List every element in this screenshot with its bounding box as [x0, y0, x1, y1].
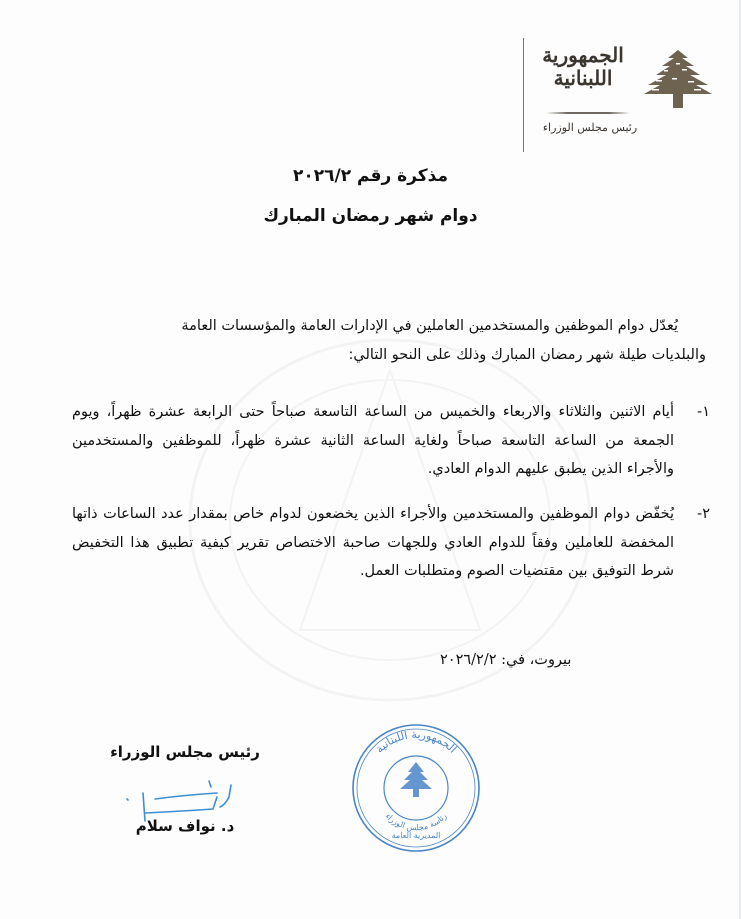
item-text: أيام الاثنين والثلاثاء والاربعاء والخميس من الساعة التاسعة صباحاً حتى الرابعة عشرة ظهراً، ويوم الجمعة من الساعة التاسعة صباحاً ولغاية الساعة الثانية عشرة ظهراً، للموظفين والمستخدمين والأجراء الذين يطبق عليهم الدوام العادي. [72, 404, 674, 477]
list-item [72, 398, 710, 484]
intro-line-2: والبلديات طيلة شهر رمضان المبارك وذلك على النحو التالي: [348, 346, 706, 363]
stamp-cedar-icon [400, 762, 432, 797]
item-number: ١- [696, 404, 710, 420]
intro-paragraph [72, 312, 706, 369]
letterhead-divider [523, 38, 524, 152]
stamp-inner-text-2: المديرية العامة [391, 831, 441, 840]
stamp-inner-text-1: رئاسة مجلس الوزراء [383, 811, 449, 833]
list-item [72, 500, 710, 586]
letterhead-office: رئيس مجلس الوزراء [542, 121, 638, 134]
letterhead-emblem-text [528, 44, 638, 90]
svg-text:رئاسة مجلس الوزراء [384, 811, 449, 832]
date-line: بيروت، في: ٢٠٢٦/٢/٢ [440, 652, 572, 668]
emblem-line-2: اللبنانية [553, 66, 613, 90]
memo-subject: دوام شهر رمضان المبارك [263, 206, 478, 226]
emblem-line-1: الجمهورية [542, 43, 624, 67]
item-number: ٢- [696, 506, 710, 522]
letterhead-underline [546, 112, 630, 114]
stamp-outer-text: الجمهورية اللبنانية [372, 727, 460, 756]
official-stamp [350, 722, 482, 854]
memo-number-title: مذكرة رقم ٢٠٢٦/٢ [292, 166, 449, 186]
cedar-tree-icon [642, 48, 714, 110]
item-text: يُخفّض دوام الموظفين والمستخدمين والأجراء الذين يخضعون لدوام خاص بمقدار عدد الساعات ذاتها المخفضة للعاملين وفقاً للدوام العادي وللجهات صاحبة الاختصاص تقرير كيفية تطبيق هذا التخفيض شرط التوفيق بين مقتضيات الصوم ومتطلبات العمل. [72, 506, 674, 579]
signatory-title: رئيس مجلس الوزراء [110, 743, 260, 761]
intro-line-1: يُعدّل دوام الموظفين والمستخدمين العاملين في الإدارات العامة والمؤسسات العامة [181, 318, 678, 334]
signatory-name: د. نواف سلام [135, 817, 235, 835]
